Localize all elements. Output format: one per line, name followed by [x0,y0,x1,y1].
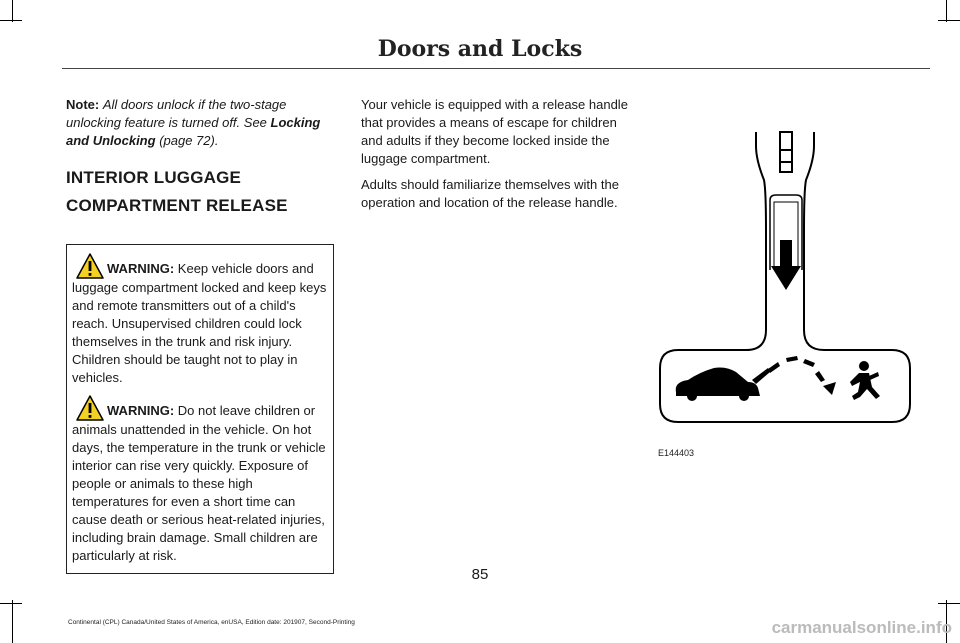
note-link[interactable]: Locking and Unlocking [66,115,321,148]
note-text: All doors unlock if the two-stage unlocking feature is turned off. See [66,97,287,130]
note-page-ref: (page 72). [159,133,219,148]
body-paragraph-1: Your vehicle is equipped with a release handle that provides a means of escape for children and adults if they become locked inside the luggage compartment. [361,97,628,166]
warning-2-label: WARNING: [107,403,175,418]
crop-mark [946,0,947,22]
crop-mark [0,603,22,604]
body-paragraph-2: Adults should familiarize themselves with the operation and location of the release handle. [361,177,619,210]
warning-1 [72,253,328,387]
page-number: 85 [471,566,489,583]
page-header-title: Doors and Locks [377,36,583,62]
crop-mark [938,20,960,21]
escape-arrow-icon [768,356,836,395]
note-paragraph [66,96,336,150]
left-column [66,96,336,574]
warning-triangle-icon [76,395,104,421]
warning-2-text: Do not leave children or animals unattended in the vehicle. On hot days, the temperature in the trunk or vehicle interior can rise very quickly. Exposure of people or animals to these high temperatures for even a short time can cause death or serious heat-related injuries, including brain damage. Small children are particularly at risk. [72,403,326,563]
header-divider [62,68,930,69]
running-child-icon [850,361,880,400]
crop-mark [12,0,13,22]
crop-mark [0,20,22,21]
warning-1-text: Keep vehicle doors and luggage compartment locked and keep keys and remote transmitters out of a child's reach. Unsupervised children could lock themselves in the trunk and risk injury. Children should be taught not to play in vehicles. [72,261,327,385]
watermark: carmanualsonline.info [771,618,952,637]
section-heading [66,164,336,220]
note-label: Note: [66,97,100,112]
down-arrow-icon [771,240,801,290]
section-heading-line1: INTERIOR LUGGAGE [66,168,242,187]
section-heading-line2: COMPARTMENT RELEASE [66,196,288,215]
warning-2 [72,395,328,565]
figure-code: E144403 [658,448,695,458]
warning-box [66,244,334,574]
right-text-column [361,96,631,212]
warning-triangle-icon [76,253,104,279]
car-trunk-open-icon [676,368,770,402]
footer-text: Continental (CPL) Canada/United States of America, enUSA, Edition date: 201907, Second-Printing [68,619,355,626]
crop-mark [12,600,13,643]
warning-1-label: WARNING: [107,261,175,276]
crop-mark [938,603,960,604]
release-handle-illustration [656,90,936,430]
handle-strap [780,132,792,172]
